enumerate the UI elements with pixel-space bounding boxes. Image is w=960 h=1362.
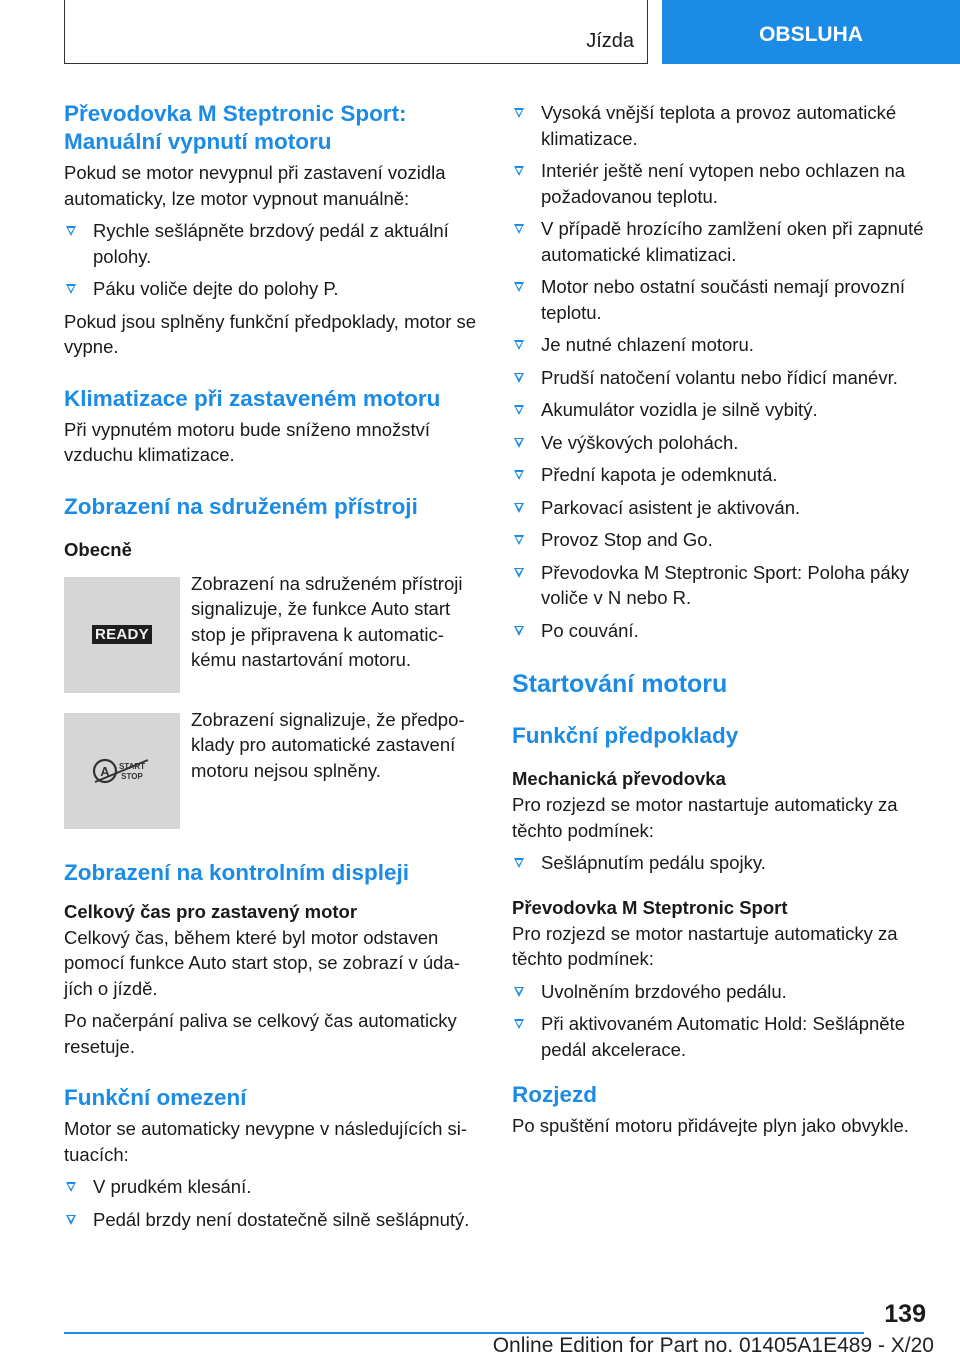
bullet-triangle-icon [514,373,524,383]
paragraph: Pro rozjezd se motor nastartuje automaticky za těchto podmínek: [512,794,898,841]
auto-start-stop-icon [64,713,180,829]
bullet-triangle-icon [66,284,76,294]
icon-row-start-stop [64,708,480,829]
heading-drive-off: Rozjezd [512,1082,598,1107]
edition-footer: Online Edition for Part no. 01405A1E489 - X/20 [492,1334,934,1357]
chapter-tab[interactable]: OBSLUHA [662,0,960,64]
page-number: 139 [884,1300,926,1328]
paragraph: Po načerpání paliva se celkový čas automaticky resetuje. [64,1010,457,1057]
icon-description: Zobrazení na sdruženém přístroji signalizuje, že funkce Auto start stop je připravena k automatickému nastartování motoru. [191,572,463,670]
bullet-triangle-icon [66,1182,76,1192]
list-item: Je nutné chlazení motoru. [512,332,928,358]
bullet-triangle-icon [514,568,524,578]
right-column [512,100,928,1146]
icon-description: Zobrazení signalizuje, že předpoklady pro automatické zastavení motoru nejsou splněny. [191,708,465,781]
paragraph: Po spuštění motoru přidávejte plyn jako obvykle. [512,1115,909,1136]
paragraph: Celkový čas, během které byl motor odstaven pomocí funkce Auto start stop, se zobrazí v údajích o jízdě. [64,926,460,999]
bullet-triangle-icon [514,166,524,176]
bullet-triangle-icon [514,535,524,545]
heading-prerequisites: Funkční předpoklady [512,723,739,748]
heading-cluster-display: Zobrazení na sdruženém přístroji [64,493,418,519]
svg-text:STOP: STOP [121,771,143,781]
list-item: Provoz Stop and Go. [512,527,928,553]
header-frame [64,0,648,64]
subheading-total-time: Celkový čas pro zastavený motor [64,900,358,922]
heading-manual-engine-off: Převodovka M Steptronic Sport: Manuální vypnutí motoru [64,101,407,154]
bullet-triangle-icon [514,282,524,292]
bullet-list [512,850,928,876]
section-title: Jízda [586,30,634,52]
bullet-list [512,100,928,643]
bullet-triangle-icon [514,503,524,513]
left-column [64,100,480,1239]
list-item: Při aktivovaném Automatic Hold: Sešlápněte pedál akcelerace. [512,1011,928,1062]
heading-climate: Klimatizace při zastaveném motoru [64,385,441,411]
bullet-triangle-icon [514,470,524,480]
subheading-general: Obecně [64,538,132,560]
bullet-triangle-icon [514,438,524,448]
heading-engine-start: Startování motoru [512,670,728,698]
bullet-triangle-icon [514,224,524,234]
bullet-triangle-icon [514,626,524,636]
list-item: Akumulátor vozidla je silně vybitý. [512,397,928,423]
bullet-triangle-icon [514,340,524,350]
bullet-list [512,979,928,1063]
list-item: Pedál brzdy není dostatečně silně sešlápnutý. [64,1207,480,1233]
list-item: Přední kapota je odemknutá. [512,462,928,488]
paragraph: Pokud jsou splněny funkční předpoklady, motor se vypne. [64,310,477,357]
bullet-triangle-icon [514,108,524,118]
bullet-triangle-icon [514,405,524,415]
list-item: Sešlápnutím pedálu spojky. [512,850,928,876]
bullet-triangle-icon [66,1215,76,1225]
svg-text:A: A [100,763,110,779]
list-item: Uvolněním brzdového pedálu. [512,979,928,1005]
bullet-list [64,1174,480,1232]
heading-control-display: Zobrazení na kontrolním displeji [64,859,410,885]
icon-row-ready [64,572,480,693]
list-item: Interiér ještě není vytopen nebo ochlazen na požadovanou teplotu. [512,158,928,209]
list-item: Vysoká vnější teplota a provoz automatické klimatizace. [512,100,928,151]
paragraph: Při vypnutém motoru bude sníženo množství vzduchu klimatizace. [64,418,431,465]
list-item: V prudkém klesání. [64,1174,480,1200]
subheading-steptronic: Převodovka M Steptronic Sport [512,896,788,918]
list-item: Po couvání. [512,618,928,644]
ready-indicator-icon: READY [64,577,180,693]
heading-limitations: Funkční omezení [64,1085,247,1110]
svg-text:START: START [118,761,146,771]
bullet-triangle-icon [514,1019,524,1029]
list-item: Prudší natočení volantu nebo řídicí manévr. [512,365,928,391]
bullet-list [64,218,480,302]
bullet-triangle-icon [514,987,524,997]
paragraph: Pokud se motor nevypnul při zastavení vozidla automaticky, lze motor vypnout manuálně: [64,162,446,209]
bullet-triangle-icon [514,858,524,868]
list-item: Motor nebo ostatní součásti nemají provozní teplotu. [512,274,928,325]
list-item: Parkovací asistent je aktivován. [512,495,928,521]
paragraph: Pro rozjezd se motor nastartuje automaticky za těchto podmínek: [512,922,898,969]
bullet-triangle-icon [66,226,76,236]
list-item: V případě hrozícího zamlžení oken při zapnuté automatické klimatizaci. [512,216,928,267]
list-item: Rychle sešlápněte brzdový pedál z aktuální polohy. [64,218,480,269]
list-item: Převodovka M Steptronic Sport: Poloha páky voliče v N nebo R. [512,560,928,611]
list-item: Ve výškových polohách. [512,430,928,456]
paragraph: Motor se automaticky nevypne v následujících situacích: [64,1118,468,1165]
list-item: Páku voliče dejte do polohy P. [64,276,480,302]
subheading-manual-gearbox: Mechanická převodovka [512,768,726,789]
